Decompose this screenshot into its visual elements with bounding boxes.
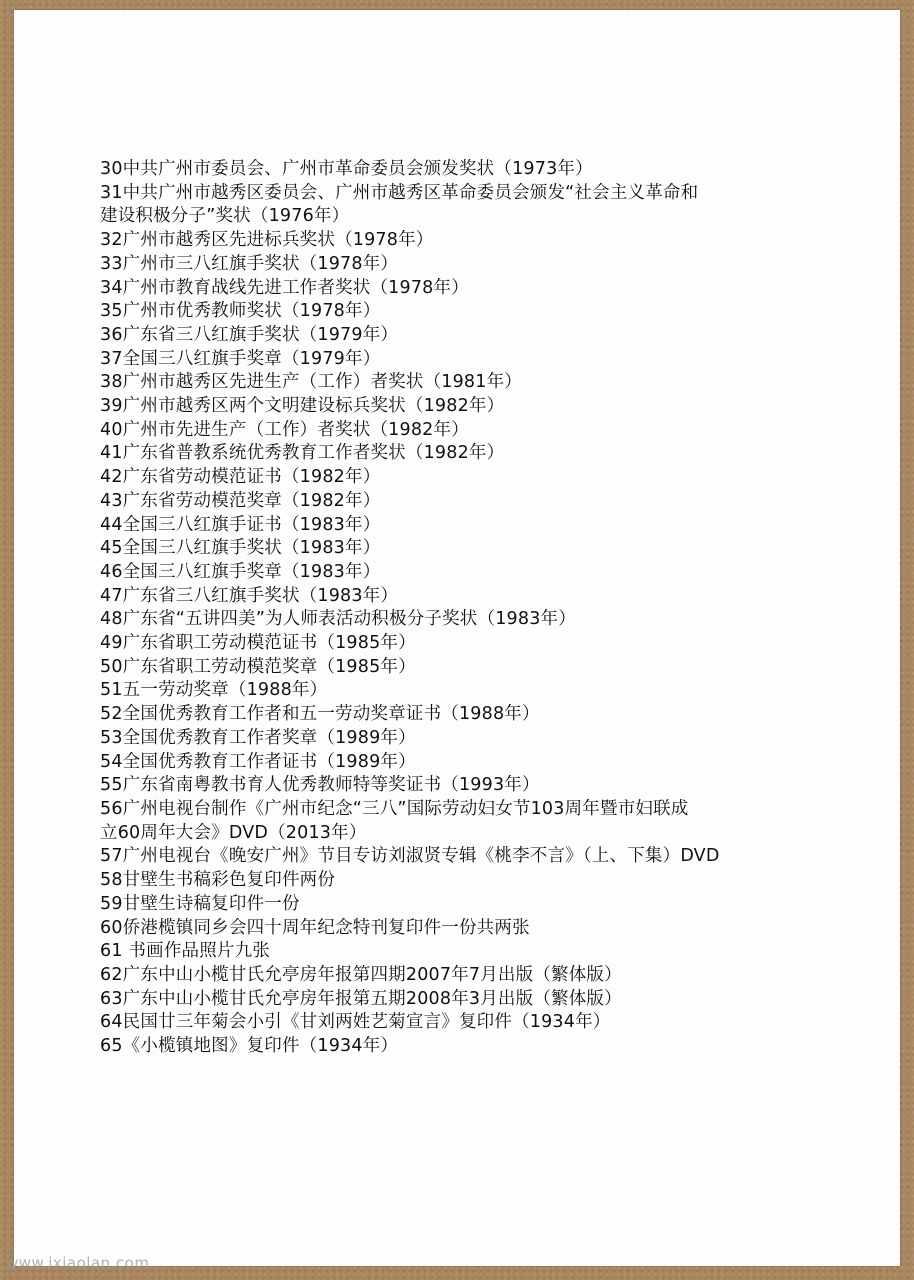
watermark: www.ixiaolan.com <box>6 1254 150 1272</box>
list-item: 52全国优秀教育工作者和五一劳动奖章证书（1988年） <box>100 704 540 725</box>
list-item: 60侨港榄镇同乡会四十周年纪念特刊复印件一份共两张 <box>100 917 530 938</box>
list-item: 36广东省三八红旗手奖状（1979年） <box>100 324 399 345</box>
list-item: 58甘壁生书稿彩色复印件两份 <box>100 870 336 891</box>
list-item: 41广东省普教系统优秀教育工作者奖状（1982年） <box>100 443 505 464</box>
exhibit-list <box>100 158 860 1059</box>
list-item: 39广州市越秀区两个文明建设标兵奖状（1982年） <box>100 396 505 417</box>
list-item: 32广州市越秀区先进标兵奖状（1978年） <box>100 230 434 251</box>
list-item: 45全国三八红旗手奖状（1983年） <box>100 538 381 559</box>
list-item: 31中共广州市越秀区委员会、广州市越秀区革命委员会颁发“社会主义革命和 <box>100 182 699 203</box>
list-item: 立60周年大会》DVD（2013年） <box>100 822 367 843</box>
list-item: 63广东中山小榄甘氏允亭房年报第五期2008年3月出版（繁体版） <box>100 988 622 1009</box>
list-item: 49广东省职工劳动模范证书（1985年） <box>100 633 416 654</box>
list-item: 65《小榄镇地图》复印件（1934年） <box>100 1036 399 1057</box>
list-item: 48广东省“五讲四美”为人师表活动积极分子奖状（1983年） <box>100 609 576 630</box>
list-item: 54全国优秀教育工作者证书（1989年） <box>100 751 416 772</box>
list-item: 35广州市优秀教师奖状（1978年） <box>100 301 381 322</box>
list-item: 34广州市教育战线先进工作者奖状（1978年） <box>100 277 469 298</box>
list-item: 46全国三八红旗手奖章（1983年） <box>100 561 381 582</box>
list-item: 40广州市先进生产（工作）者奖状（1982年） <box>100 419 469 440</box>
list-item: 44全国三八红旗手证书（1983年） <box>100 514 381 535</box>
document-page <box>14 10 900 1266</box>
list-item: 62广东中山小榄甘氏允亭房年报第四期2007年7月出版（繁体版） <box>100 964 622 985</box>
list-item: 57广州电视台《晚安广州》节目专访刘淑贤专辑《桃李不言》（上、下集）DVD <box>100 846 720 867</box>
list-item: 59甘壁生诗稿复印件一份 <box>100 893 300 914</box>
list-item: 33广州市三八红旗手奖状（1978年） <box>100 253 399 274</box>
list-item: 30中共广州市委员会、广州市革命委员会颁发奖状（1973年） <box>100 159 593 179</box>
list-item: 56广州电视台制作《广州市纪念“三八”国际劳动妇女节103周年暨市妇联成 <box>100 798 689 819</box>
list-item: 建设积极分子”奖状（1976年） <box>100 206 350 227</box>
list-item: 50广东省职工劳动模范奖章（1985年） <box>100 656 416 677</box>
list-item: 37全国三八红旗手奖章（1979年） <box>100 348 381 369</box>
list-item: 53全国优秀教育工作者奖章（1989年） <box>100 727 416 748</box>
list-item: 64民国廿三年菊会小引《甘刘两姓艺菊宣言》复印件（1934年） <box>100 1012 611 1033</box>
list-item: 38广州市越秀区先进生产（工作）者奖状（1981年） <box>100 372 523 393</box>
list-item: 42广东省劳动模范证书（1982年） <box>100 467 381 488</box>
list-item: 55广东省南粤教书育人优秀教师特等奖证书（1993年） <box>100 775 540 796</box>
list-item: 43广东省劳动模范奖章（1982年） <box>100 490 381 511</box>
list-item: 61 书画作品照片九张 <box>100 941 271 962</box>
list-item: 47广东省三八红旗手奖状（1983年） <box>100 585 399 606</box>
list-item: 51五一劳动奖章（1988年） <box>100 680 328 701</box>
